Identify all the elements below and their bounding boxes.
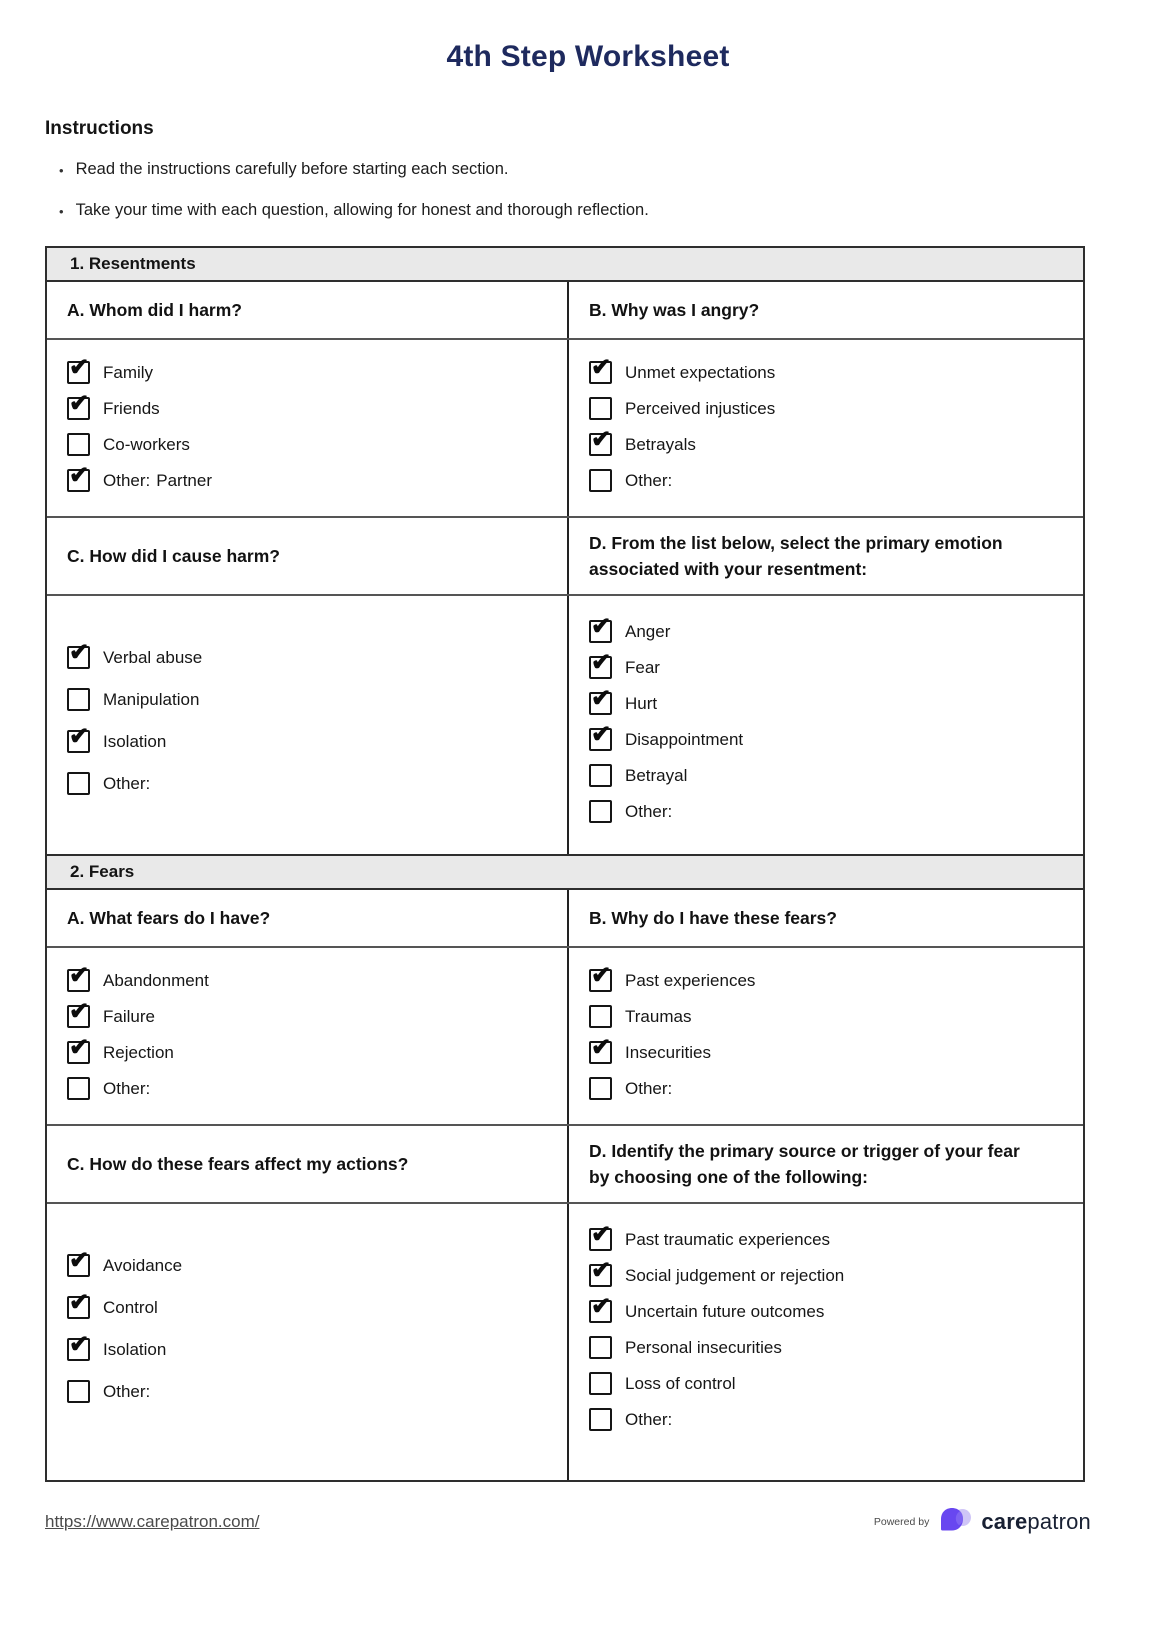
checkmark-icon: ✔ <box>591 1034 612 1061</box>
checkbox-item <box>67 1380 547 1403</box>
checkbox-item <box>589 354 1063 384</box>
checkbox-checked[interactable] <box>589 1221 612 1251</box>
checkmark-icon: ✔ <box>69 1289 90 1316</box>
checkmark-icon: ✔ <box>591 685 612 712</box>
checkbox-checked[interactable] <box>67 1034 90 1064</box>
checkbox-label: Isolation <box>103 731 167 751</box>
question-heading: A. Whom did I harm? <box>67 299 242 320</box>
checkbox-item <box>589 1034 1063 1064</box>
question-row <box>47 890 1083 948</box>
checkbox-item <box>589 426 1063 456</box>
checkbox-checked[interactable] <box>67 1247 90 1277</box>
answer-row <box>47 948 1083 1126</box>
bullet-icon: • <box>59 204 64 219</box>
checkbox-item <box>67 1034 547 1064</box>
carepatron-logo-icon <box>938 1506 974 1538</box>
checkbox-label: Abandonment <box>103 970 209 990</box>
checkbox-item <box>67 354 547 384</box>
checkbox-label: Unmet expectations <box>625 362 776 382</box>
checkbox-unchecked[interactable] <box>589 1005 612 1028</box>
checkbox-item <box>589 1293 1063 1323</box>
checkbox-checked[interactable] <box>589 721 612 751</box>
question-cell-b <box>569 890 1083 946</box>
checkbox-item <box>589 1408 1063 1431</box>
checkbox-label: Loss of control <box>625 1373 736 1393</box>
checkbox-label: Verbal abuse <box>103 647 203 667</box>
checkbox-unchecked[interactable] <box>589 469 612 492</box>
checkbox-checked[interactable] <box>67 390 90 420</box>
answer-cell-b <box>569 340 1083 516</box>
checkbox-unchecked[interactable] <box>589 1408 612 1431</box>
worksheet-table <box>45 246 1131 1482</box>
checkbox-label: Fear <box>625 657 660 677</box>
answer-cell-d <box>569 1204 1083 1480</box>
checkbox-checked[interactable] <box>67 723 90 753</box>
checkbox-label: Other: <box>103 773 151 793</box>
checkbox-other-value: Partner <box>156 470 212 490</box>
checkbox-item <box>589 1077 1063 1100</box>
checkmark-icon: ✔ <box>591 1293 612 1320</box>
checkbox-item <box>67 1289 547 1319</box>
answer-cell-d <box>569 596 1083 854</box>
checkbox-label: Co-workers <box>103 434 190 454</box>
answer-cell-c <box>47 1204 569 1480</box>
checkbox-item <box>67 688 547 711</box>
checkbox-item <box>589 764 1063 787</box>
checkbox-label: Failure <box>103 1006 155 1026</box>
checkbox-label: Avoidance <box>103 1255 183 1275</box>
checkbox-item <box>589 397 1063 420</box>
checkbox-item <box>589 649 1063 679</box>
checkbox-label: Other: <box>625 801 673 821</box>
checkbox-unchecked[interactable] <box>589 397 612 420</box>
checkbox-label: Other: <box>103 1381 151 1401</box>
checkbox-unchecked[interactable] <box>589 764 612 787</box>
checkbox-checked[interactable] <box>589 962 612 992</box>
checkmark-icon: ✔ <box>591 649 612 676</box>
checkmark-icon: ✔ <box>69 639 90 666</box>
checkbox-checked[interactable] <box>589 685 612 715</box>
question-row <box>47 282 1083 340</box>
page-title: 4th Step Worksheet <box>446 40 730 73</box>
checkbox-label: Manipulation <box>103 689 200 709</box>
checkbox-label: Past experiences <box>625 970 756 990</box>
checkbox-label: Other: <box>625 1078 673 1098</box>
checkbox-checked[interactable] <box>589 613 612 643</box>
checkmark-icon: ✔ <box>591 426 612 453</box>
instruction-bullet <box>59 160 1131 179</box>
checkbox-label: Control <box>103 1297 158 1317</box>
answer-row <box>47 1204 1083 1480</box>
section-header <box>47 856 1083 890</box>
checkbox-unchecked[interactable] <box>67 1077 90 1100</box>
carepatron-link[interactable]: https://www.carepatron.com/ <box>45 1512 260 1531</box>
checkmark-icon: ✔ <box>591 721 612 748</box>
checkbox-checked[interactable] <box>67 1289 90 1319</box>
checkmark-icon: ✔ <box>591 1257 612 1284</box>
question-cell-a <box>47 282 569 338</box>
checkmark-icon: ✔ <box>591 613 612 640</box>
instructions-heading: Instructions <box>45 118 154 139</box>
checkmark-icon: ✔ <box>69 1247 90 1274</box>
checkbox-unchecked[interactable] <box>589 1077 612 1100</box>
checkbox-label: Uncertain future outcomes <box>625 1301 825 1321</box>
checkbox-checked[interactable] <box>67 462 90 492</box>
checkbox-checked[interactable] <box>67 1331 90 1361</box>
question-heading: C. How did I cause harm? <box>67 545 280 566</box>
question-row <box>47 1126 1083 1204</box>
checkbox-item <box>67 433 547 456</box>
section-title: 1. Resentments <box>70 254 196 273</box>
checkbox-checked[interactable] <box>589 1293 612 1323</box>
checkbox-item <box>589 613 1063 643</box>
answer-row <box>47 596 1083 854</box>
checkbox-label: Isolation <box>103 1339 167 1359</box>
bullet-icon: • <box>59 163 64 178</box>
question-cell-d <box>569 518 1083 594</box>
checkbox-label: Betrayals <box>625 434 696 454</box>
answer-row <box>47 340 1083 518</box>
section-fears <box>45 854 1085 1482</box>
checkbox-label: Other: <box>103 1078 151 1098</box>
checkbox-checked[interactable] <box>67 962 90 992</box>
checkbox-checked[interactable] <box>589 1034 612 1064</box>
brand-block <box>874 1506 1091 1538</box>
checkbox-unchecked[interactable] <box>589 800 612 823</box>
checkbox-item <box>67 390 547 420</box>
checkbox-unchecked[interactable] <box>67 1380 90 1403</box>
checkbox-item <box>589 800 1063 823</box>
checkbox-label: Other: <box>625 1409 673 1429</box>
answer-cell-b <box>569 948 1083 1124</box>
checkbox-checked[interactable] <box>67 639 90 669</box>
checkbox-unchecked[interactable] <box>589 1336 612 1359</box>
page-footer <box>45 1506 1091 1538</box>
checkbox-item <box>589 721 1063 751</box>
checkbox-label: Hurt <box>625 693 658 713</box>
checkbox-item <box>589 1221 1063 1251</box>
brand-name-regular: patron <box>1027 1509 1091 1534</box>
question-row <box>47 518 1083 596</box>
question-heading: D. From the list below, select the primary emotion associated with your resentment: <box>589 532 1003 579</box>
question-heading: A. What fears do I have? <box>67 907 271 928</box>
checkbox-label: Other: <box>103 470 151 490</box>
checkmark-icon: ✔ <box>69 1034 90 1061</box>
checkbox-label: Disappointment <box>625 729 744 749</box>
answer-cell-c <box>47 596 569 854</box>
checkbox-item <box>67 723 547 753</box>
checkbox-unchecked[interactable] <box>67 772 90 795</box>
checkbox-label: Past traumatic experiences <box>625 1229 831 1249</box>
checkbox-unchecked[interactable] <box>67 688 90 711</box>
checkbox-item <box>67 1077 547 1100</box>
checkbox-label: Insecurities <box>625 1042 711 1062</box>
checkbox-label: Friends <box>103 398 160 418</box>
question-cell-a <box>47 890 569 946</box>
checkbox-label: Rejection <box>103 1042 174 1062</box>
checkbox-unchecked[interactable] <box>67 433 90 456</box>
checkbox-label: Perceived injustices <box>625 398 776 418</box>
checkmark-icon: ✔ <box>69 962 90 989</box>
checkbox-label: Family <box>103 362 154 382</box>
checkmark-icon: ✔ <box>69 723 90 750</box>
checkmark-icon: ✔ <box>69 998 90 1025</box>
checkbox-item <box>67 962 547 992</box>
checkmark-icon: ✔ <box>69 462 90 489</box>
checkbox-item <box>589 1372 1063 1395</box>
checkbox-label: Anger <box>625 621 671 641</box>
checkbox-item <box>589 1336 1063 1359</box>
checkbox-item <box>589 1257 1063 1287</box>
checkbox-item <box>67 998 547 1028</box>
checkmark-icon: ✔ <box>69 1331 90 1358</box>
checkbox-item <box>589 685 1063 715</box>
checkmark-icon: ✔ <box>69 390 90 417</box>
instruction-bullet <box>59 201 1131 220</box>
question-cell-d <box>569 1126 1083 1202</box>
section-resentments <box>45 246 1085 856</box>
checkbox-checked[interactable] <box>589 649 612 679</box>
checkbox-checked[interactable] <box>589 1257 612 1287</box>
instruction-text: Read the instructions carefully before starting each section. <box>75 160 509 178</box>
checkbox-item <box>67 1331 547 1361</box>
checkbox-item <box>67 639 547 669</box>
powered-by-label: Powered by <box>873 1516 930 1528</box>
checkbox-label: Social judgement or rejection <box>625 1265 845 1285</box>
question-cell-b <box>569 282 1083 338</box>
answer-cell-a <box>47 948 569 1124</box>
checkbox-item <box>589 1005 1063 1028</box>
checkbox-label: Personal insecurities <box>625 1337 782 1357</box>
question-heading: C. How do these fears affect my actions? <box>67 1153 409 1174</box>
question-cell-c <box>47 1126 569 1202</box>
checkbox-item <box>67 462 547 492</box>
checkbox-label: Betrayal <box>625 765 688 785</box>
checkbox-label: Traumas <box>625 1006 692 1026</box>
question-heading: D. Identify the primary source or trigger of your fear by choosing one of the following: <box>589 1140 1020 1187</box>
checkmark-icon: ✔ <box>591 354 612 381</box>
section-header <box>47 248 1083 282</box>
checkbox-checked[interactable] <box>589 426 612 456</box>
checkmark-icon: ✔ <box>591 962 612 989</box>
checkbox-unchecked[interactable] <box>589 1372 612 1395</box>
checkbox-item <box>67 1247 547 1277</box>
section-title: 2. Fears <box>70 862 135 881</box>
checkbox-checked[interactable] <box>589 354 612 384</box>
brand-name <box>981 1509 1091 1535</box>
checkmark-icon: ✔ <box>69 354 90 381</box>
checkbox-item <box>67 772 547 795</box>
answer-cell-a <box>47 340 569 516</box>
question-cell-c <box>47 518 569 594</box>
question-heading: B. Why was I angry? <box>589 299 760 320</box>
checkbox-checked[interactable] <box>67 354 90 384</box>
checkmark-icon: ✔ <box>591 1221 612 1248</box>
question-heading: B. Why do I have these fears? <box>589 907 837 928</box>
checkbox-item <box>589 962 1063 992</box>
checkbox-label: Other: <box>625 470 673 490</box>
brand-name-bold: care <box>981 1509 1028 1534</box>
checkbox-item <box>589 469 1063 492</box>
instruction-text: Take your time with each question, allowing for honest and thorough reflection. <box>75 201 649 219</box>
checkbox-checked[interactable] <box>67 998 90 1028</box>
